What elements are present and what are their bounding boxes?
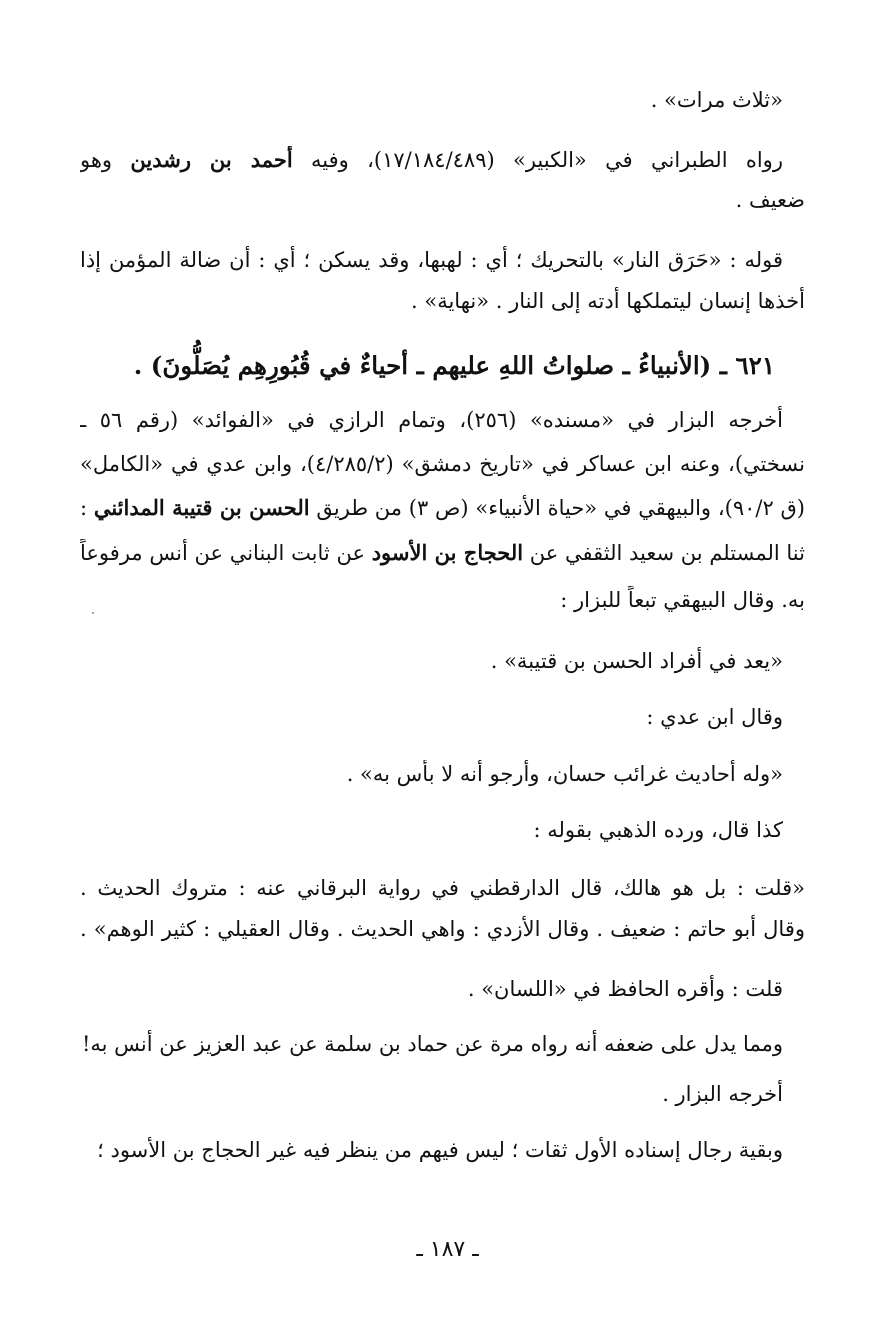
text-line-quote-hasan: «يعد في أفراد الحسن بن قتيبة» . (490, 649, 783, 673)
text-line-dhahabi: كذا قال، ورده الذهبي بقوله : (533, 818, 783, 842)
scan-speck (92, 612, 94, 614)
text-line-abu-hatim: وقال أبو حاتم : ضعيف . وقال الأزدي : واهي الحديث . وقال العقيلي : كثير الوهم» . (80, 917, 805, 941)
text-line-ibn-asakir: نسختي)، وعنه ابن عساكر في «تاريخ دمشق» (٤/٢٨٥/٢)، وابن عدي في «الكامل» (80, 452, 805, 476)
text-line-tabarani: رواه الطبراني في «الكبير» (١٧/١٨٤/٤٨٩)، وفيه أحمد بن رشدين وهو (80, 147, 783, 172)
text-line-bazzar: أخرجه البزار في «مسنده» (٢٥٦)، وتمام الرازي في «الفوائد» (رقم ٥٦ ـ (80, 408, 783, 432)
hadith-heading: ٦٢١ ـ (الأنبياءُ ـ صلواتُ اللهِ عليهم ـ أحياءٌ في قُبُورِهِم يُصَلُّونَ) . (133, 351, 775, 380)
text-line-explanation-end: أخذها إنسان ليتملكها أدته إلى النار . «نهاية» . (411, 289, 805, 313)
text-line-quote-ibn-adi: «وله أحاديث غرائب حسان، وأرجو أنه لا بأس به» . (346, 762, 783, 786)
text-line-bayhaqi: (ق ٩٠/٢)، والبيهقي في «حياة الأنبياء» (ص ٣) من طريق الحسن بن قتيبة المدائني : (80, 495, 805, 520)
text-line-bayhaqi-said: به. وقال البيهقي تبعاً للبزار : (560, 588, 805, 612)
text-line-weak: ضعيف . (735, 188, 805, 212)
text-line-explanation: قوله : «حَرَق النار» بالتحريك ؛ أي : لهبها، وقد يسكن ؛ أي : أن ضالة المؤمن إذا (80, 248, 783, 272)
text-line-narrators: وبقية رجال إسناده الأول ثقات ؛ ليس فيهم من ينظر فيه غير الحجاج بن الأسود ؛ (97, 1138, 783, 1162)
text-line-weakness: ومما يدل على ضعفه أنه رواه مرة عن حماد بن سلمة عن عبد العزيز عن أنس به! (81, 1032, 783, 1056)
page-number: ـ ١٨٧ ـ (416, 1237, 479, 1262)
text-line-quote-daraqutni: «قلت : بل هو هالك، قال الدارقطني في رواية البرقاني عنه : متروك الحديث . (80, 876, 805, 900)
text-line-quote-end: «ثلاث مرات» . (650, 88, 783, 112)
text-line-lisan: قلت : وأقره الحافظ في «اللسان» . (467, 977, 783, 1001)
text-line-bazzar-end: أخرجه البزار . (662, 1082, 783, 1106)
text-line-ibn-adi-said: وقال ابن عدي : (646, 705, 783, 729)
text-line-chain: ثنا المستلم بن سعيد الثقفي عن الحجاج بن الأسود عن ثابت البناني عن أنس مرفوعاً (80, 540, 805, 565)
